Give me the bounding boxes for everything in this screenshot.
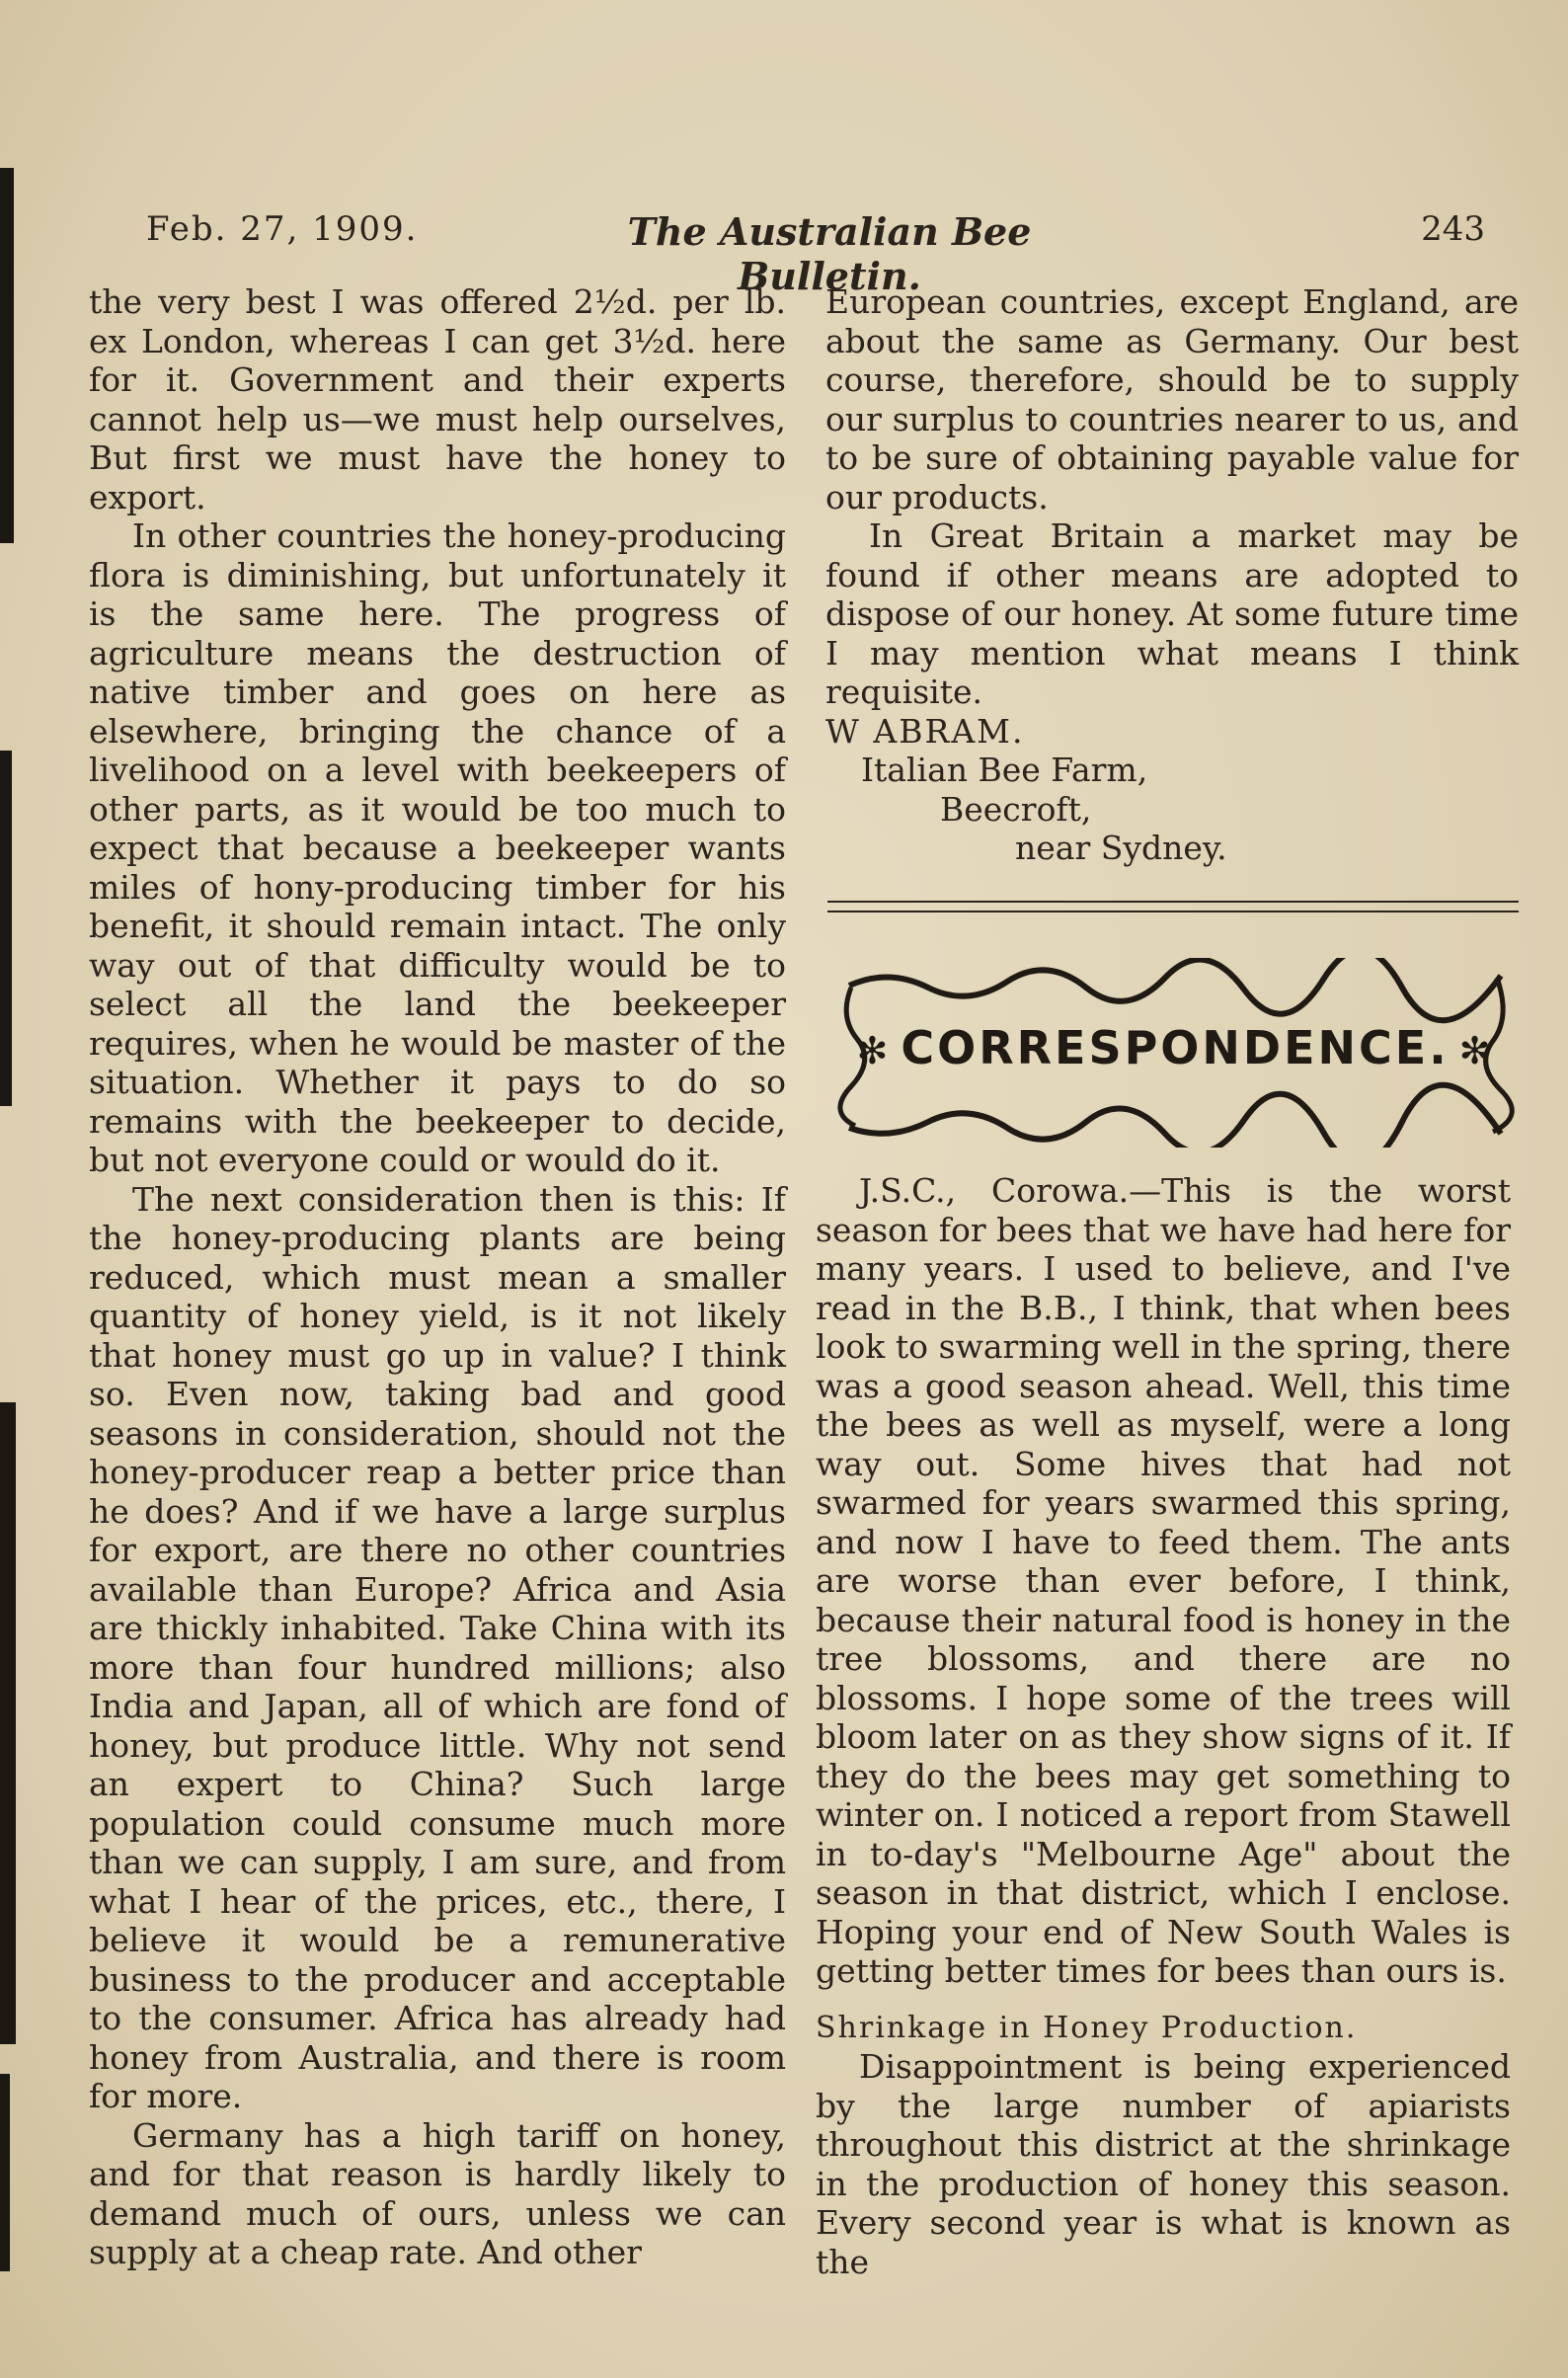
page-edge-shadow bbox=[0, 751, 12, 1106]
letter-paragraph: J.S.C., Corowa.—This is the worst season for bees that we have had here for many years. I used to believe, and I've read in the B.B., I think, that when bees look to swarming well in the spring, there was a good season ahead. Well, this time the bees as well as myself, were a long way out. Some hives that had not swarmed for years swarmed this spring, and now I have to feed them. The ants are worse than ever before, I think, because their natural food is honey in the tree blossoms, and there are no blossoms. I hope some of the trees will bloom later on as they show signs of it. If they do the bees may get something to winter on. I noticed a report from Stawell in to-day's "Melbourne Age" about the season in that district, which I enclose. Hoping your end of New South Wales is getting better times for bees than ours is. bbox=[816, 1171, 1511, 1990]
divider-rule bbox=[827, 901, 1519, 903]
page-edge-shadow bbox=[0, 2074, 10, 2271]
paragraph: Disappointment is being experienced by the large number of apiarists throughout this district at the shrinkage in the production of honey this season. Every second year is what is known as the bbox=[816, 2047, 1511, 2281]
section-banner bbox=[829, 958, 1521, 1148]
section-title-text: CORRESPONDENCE. bbox=[901, 1021, 1450, 1074]
subheading: Shrinkage in Honey Production. bbox=[816, 2010, 1358, 2045]
divider-rule bbox=[827, 911, 1519, 912]
paragraph: In other countries the honey-producing flora is diminishing, but unfortunately it is the same here. The progress of agriculture means the destruction of native timber and goes on here as elsewhere, bringing the chance of a livelihood on a level with beekeepers of other parts, as it would be too much to expect that because a beekeeper wants miles of hony-producing timber for his benefit, it should remain intact. The only way out of that difficulty would be to select all the land the beekeeper requires, when he would be master of the situation. Whether it pays to do so remains with the beekeeper to decide, but not everyone could or would do it. bbox=[89, 516, 786, 1179]
running-header bbox=[138, 209, 1493, 298]
page-edge-shadow bbox=[0, 1402, 16, 2044]
paragraph: The next consideration then is this: If the honey-producing plants are being reduced, which must mean a smaller quantity of honey yield, is it not likely that honey must go up in value? I think so. Even now, taking bad and good seasons in consideration, should not the honey-producer reap a better price than he does? And if we have a large surplus for export, are there no other countries available than Europe? Africa and Asia are thickly inhabited. Take China with its more than four hundred millions; also India and Japan, all of which are fond of honey, but produce little. Why not send an expert to China? Such large population could consume much more than we can supply, I am sure, and from what I hear of the prices, etc., there, I believe it would be a remunerative business to the producer and acceptable to the consumer. Africa has already had honey from Australia, and there is room for more. bbox=[89, 1179, 786, 2115]
right-column-bottom bbox=[816, 1171, 1511, 2281]
author-signature: W ABRAM. bbox=[825, 711, 1025, 751]
flourish-icon: ✻ bbox=[856, 1029, 892, 1072]
flourish-icon: ✻ bbox=[1458, 1029, 1494, 1072]
paragraph: European countries, except England, are about the same as Germany. Our best course, therefore, should be to supply our surplus to countries nearer to us, and to be sure of obtaining payable value for our products. bbox=[825, 282, 1519, 516]
right-column-top bbox=[825, 282, 1519, 868]
address-line: near Sydney. bbox=[1015, 829, 1227, 867]
paragraph: In Great Britain a market may be found if other means are adopted to dispose of our honey. At some future time I may mention what means I think requisite. bbox=[825, 516, 1519, 711]
section-title bbox=[829, 1021, 1521, 1074]
paragraph: Germany has a high tariff on honey, and for that reason is hardly likely to demand much of ours, unless we can supply at a cheap rate. And other bbox=[89, 2115, 786, 2271]
issue-date: Feb. 27, 1909. bbox=[146, 209, 419, 249]
publication-title: The Australian Bee Bulletin. bbox=[627, 209, 1032, 298]
page-number: 243 bbox=[1421, 209, 1485, 249]
page-edge-shadow bbox=[0, 168, 14, 543]
left-column bbox=[89, 282, 786, 2272]
address-line: Beecroft, bbox=[940, 789, 1092, 829]
address-line: Italian Bee Farm, bbox=[861, 751, 1148, 789]
paragraph: the very best I was offered 2½d. per lb. ex London, whereas I can get 3½d. here for it. Government and their experts cannot help us—we must help ourselves, But first we must have the honey to export. bbox=[89, 282, 786, 516]
